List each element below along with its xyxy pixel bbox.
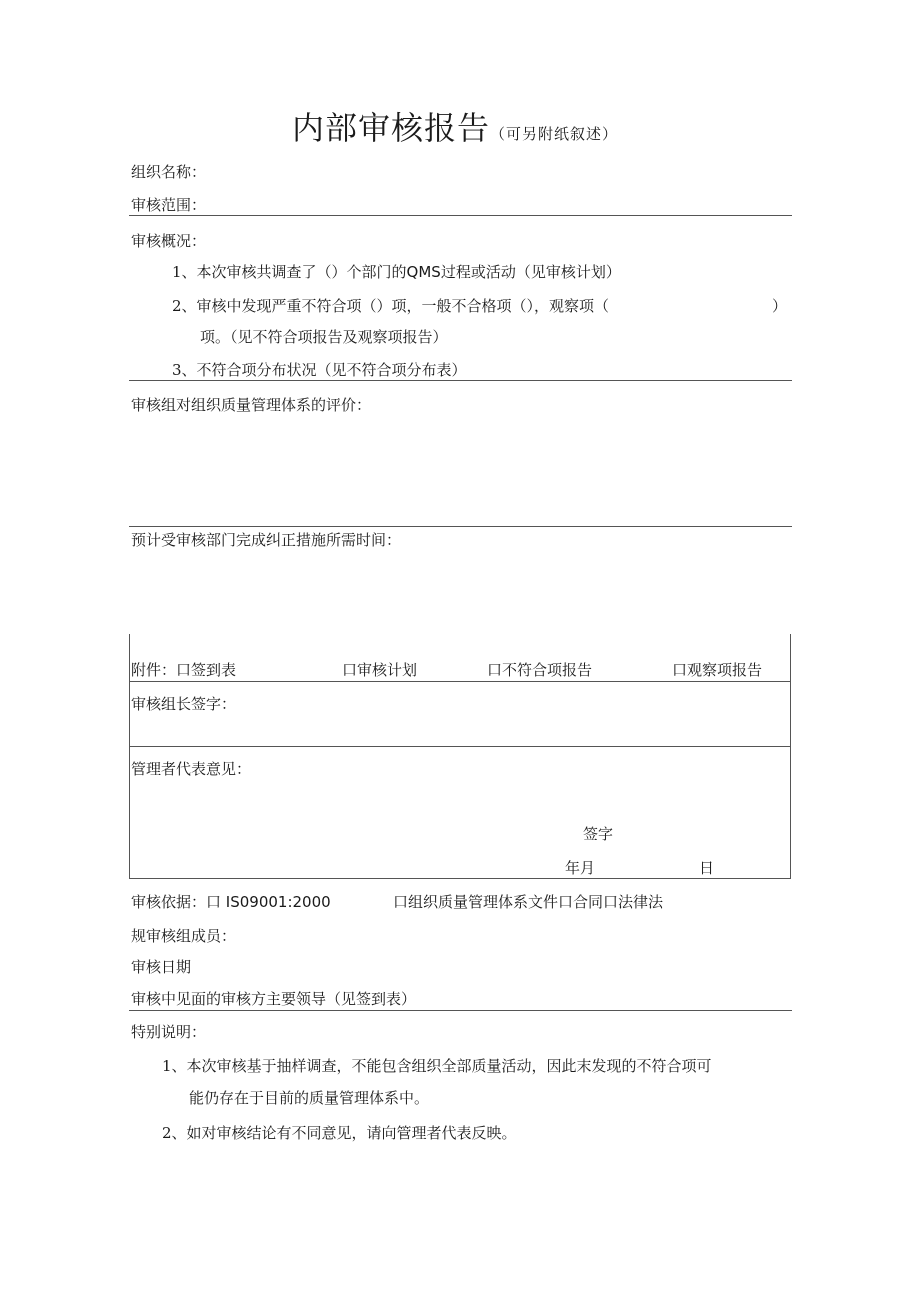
org-name-label: 组织名称：	[131, 163, 207, 181]
overview-item-1	[172, 262, 621, 282]
overview-item-2: 2、审核中发现严重不符合项（）项，一般不合格项（），观察项（	[172, 297, 610, 315]
corrective-label: 预计受审核部门完成纠正措施所需时间：	[131, 531, 402, 549]
special-item-1-cont: 能仍存在于目前的质量管理体系中。	[189, 1089, 430, 1107]
overview-label: 审核概况：	[131, 232, 207, 250]
leader-sign-label: 审核组长签字：	[131, 695, 237, 713]
overview-item-2-close: ）	[772, 297, 788, 315]
mgmt-rep-sign-label: 签字	[583, 825, 614, 843]
divider	[129, 681, 791, 682]
basis-line	[131, 892, 331, 912]
box-right-border	[790, 634, 791, 878]
overview-item-1-text: 1、本次审核共调查了（）个部门的	[172, 263, 407, 281]
attachments-label	[131, 660, 236, 680]
divider	[129, 1010, 792, 1011]
qms-text: QMS	[406, 263, 441, 281]
overview-item-3: 3、不符合项分布状况（见不符合项分布表）	[172, 361, 467, 379]
divider	[129, 878, 791, 879]
basis-standard: IS09001:2000	[225, 893, 331, 911]
basis-label: 审核依据：口	[131, 893, 222, 911]
attachment-nonconformity-report: 口不符合项报告	[487, 661, 593, 679]
special-item-2: 2、如对审核结论有不同意见，请向管理者代表反映。	[162, 1124, 517, 1142]
evaluation-label: 审核组对组织质量管理体系的评价：	[131, 396, 372, 414]
mgmt-rep-year-month: 年月	[565, 859, 596, 877]
scope-label: 审核范围：	[131, 196, 207, 214]
divider	[129, 380, 792, 381]
divider	[129, 526, 792, 527]
page-title	[292, 108, 618, 154]
title-note: （可另附纸叙述）	[490, 125, 619, 143]
box-left-border	[129, 634, 130, 878]
title-text: 内部审核报告	[292, 109, 491, 147]
overview-item-1-end: 过程或活动（见审核计划）	[440, 263, 621, 281]
special-label: 特别说明：	[131, 1023, 207, 1041]
attachments-label-text: 附件：	[131, 661, 177, 679]
attachment-observation-report: 口观察项报告	[672, 661, 763, 679]
special-item-1: 1、本次审核基于抽样调查，不能包含组织全部质量活动，因此末发现的不符合项可	[162, 1057, 712, 1075]
members-label: 规审核组成员：	[131, 927, 237, 945]
divider	[129, 746, 791, 747]
leaders-label: 审核中见面的审核方主要领导（见签到表）	[131, 990, 417, 1008]
overview-item-2-cont: 项。（见不符合项报告及观察项报告）	[200, 328, 448, 346]
divider	[129, 215, 792, 216]
attachment-sign-in: 口签到表	[176, 661, 237, 679]
attachment-audit-plan: 口审核计划	[342, 661, 418, 679]
mgmt-rep-label: 管理者代表意见：	[131, 760, 252, 778]
mgmt-rep-day: 日	[699, 859, 715, 877]
date-label: 审核日期	[131, 958, 192, 976]
basis-rest: 口组织质量管理体系文件口合同口法律法	[393, 893, 664, 911]
